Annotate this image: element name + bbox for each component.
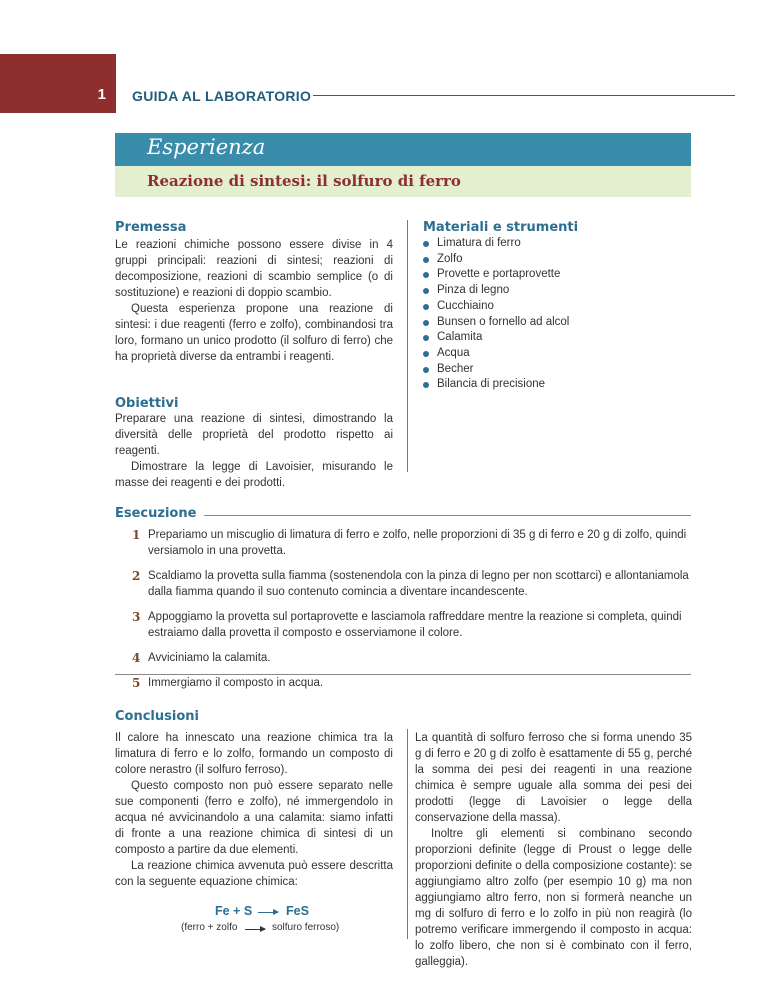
premessa-text <box>115 237 393 365</box>
conclusioni-paragraph: Inoltre gli elementi si combinano secondo proporzioni definite (legge di Proust o legge delle proporzioni definite o della composizione costante): se aggiungiamo altro zolfo (per esempio 10 g) ma non aggiungiamo altro ferro, non si formerà neanche un mg di solfuro di ferro e lo zolfo in più non reagirà (lo potremo verificare immergendo il composto in acqua: lo zolfo libero, che non si è combinato con il ferro, galleggia). <box>415 828 692 968</box>
conclusioni-right-text <box>415 730 692 970</box>
equation-reactants: Fe + S <box>215 904 253 918</box>
step-item: 2 Scaldiamo la provetta sulla fiamma (sostenendola con la pinza di legno per non scottarci) e allontaniamola dalla fiamma quando il suo contenuto comincia a diventare incandescente. <box>132 569 689 598</box>
equation-name-arrow-icon <box>245 929 265 930</box>
equation-arrow-icon <box>258 912 278 913</box>
list-item: Provette e portaprovette <box>423 267 569 283</box>
chapter-number: 1 <box>97 86 106 103</box>
list-item: Becher <box>423 362 569 378</box>
conclusioni-heading: Conclusioni <box>115 709 199 724</box>
bullet-icon <box>423 304 429 310</box>
column-divider <box>407 220 408 472</box>
equation-reactants-names: (ferro + zolfo <box>181 922 238 933</box>
obiettivi-text <box>115 411 393 491</box>
step-item: 5 Immergiamo il composto in acqua. <box>132 676 324 690</box>
experience-title-band <box>115 166 691 197</box>
bullet-icon <box>423 241 429 247</box>
obiettivi-paragraph: Dimostrare la legge di Lavoisier, misurando le masse dei reagenti e dei prodotti. <box>115 461 393 489</box>
materials-list <box>423 236 569 393</box>
premessa-paragraph: Le reazioni chimiche possono essere divise in 4 gruppi principali: reazioni di sintesi; reazioni di decomposizione, reazioni di scambio semplice (o di sostituzione) e reazioni di doppio scambio. <box>115 239 393 299</box>
list-item: Bunsen o fornello ad alcol <box>423 315 569 331</box>
list-item: Bilancia di precisione <box>423 377 569 393</box>
list-item: Pinza di legno <box>423 283 569 299</box>
list-item: Cucchiaino <box>423 299 569 315</box>
premessa-paragraph: Questa esperienza propone una reazione di sintesi: i due reagenti (ferro e zolfo), combinandosi tra loro, formano un unico prodotto (il solfuro di ferro) che ha proprietà diverse da entrambi i reagenti. <box>115 303 393 363</box>
conclusioni-paragraph: La reazione chimica avvenuta può essere descritta con la seguente equazione chimica: <box>115 860 393 888</box>
bullet-icon <box>423 288 429 294</box>
bullet-icon <box>423 272 429 278</box>
conclusioni-paragraph: La quantità di solfuro ferroso che si forma unendo 35 g di ferro e 20 g di zolfo è esattamente di 55 g, perché la somma dei pesi dei reagenti in una reazione chimica è sempre uguale alla somma dei pesi dei prodotti (legge di Lavoisier o legge della conservazione della massa). <box>415 732 692 824</box>
obiettivi-heading: Obiettivi <box>115 396 179 411</box>
conclusioni-paragraph: Questo composto non può essere separato nelle sue componenti (ferro e zolfo), né immergendolo in acqua né avvicinandolo a una calamita: siamo infatti di fronte a una reazione chimica di sintesi di un composto a partire da due elementi. <box>115 780 393 856</box>
equation-product-name: solfuro ferroso) <box>272 922 340 933</box>
bullet-icon <box>423 382 429 388</box>
experience-title: Reazione di sintesi: il solfuro di ferro <box>147 172 461 190</box>
experience-banner <box>115 133 691 166</box>
list-item: Calamita <box>423 330 569 346</box>
esecuzione-heading: Esecuzione <box>115 506 197 521</box>
list-item: Zolfo <box>423 252 569 268</box>
equation-product: FeS <box>286 904 309 918</box>
step-item: 3 Appoggiamo la provetta sul portaprovette e lasciamola raffreddare mentre la reazione si completa, quindi estraiamo dalla provetta il composto e osserviamone il colore. <box>132 610 682 639</box>
bullet-icon <box>423 257 429 263</box>
bullet-icon <box>423 351 429 357</box>
chapter-tab <box>0 54 116 113</box>
step-item: 1 Prepariamo un miscuglio di limatura di ferro e zolfo, nelle proporzioni di 35 g di ferro e 20 g di zolfo, quindi versiamolo in una provetta. <box>132 528 687 557</box>
premessa-heading: Premessa <box>115 220 187 235</box>
materiali-heading: Materiali e strumenti <box>423 220 579 235</box>
bullet-icon <box>423 320 429 326</box>
step-item: 4 Avviciniamo la calamita. <box>132 651 271 665</box>
conclusioni-divider <box>407 729 408 939</box>
experience-label: Esperienza <box>147 135 266 159</box>
header-rule <box>313 95 735 96</box>
bullet-icon <box>423 335 429 341</box>
list-item: Limatura di ferro <box>423 236 569 252</box>
guide-title: GUIDA AL LABORATORIO <box>132 88 312 104</box>
conclusioni-paragraph: Il calore ha innescato una reazione chimica tra la limatura di ferro e lo zolfo, formando un composto di colore nerastro (il solfuro ferroso). <box>115 732 393 776</box>
bullet-icon <box>423 367 429 373</box>
conclusioni-left-text <box>115 730 393 890</box>
esecuzione-rule <box>204 515 691 516</box>
obiettivi-paragraph: Preparare una reazione di sintesi, dimostrando la diversità delle proprietà del prodotto rispetto ai reagenti. <box>115 413 393 457</box>
list-item: Acqua <box>423 346 569 362</box>
esecuzione-bottom-rule <box>115 674 691 675</box>
